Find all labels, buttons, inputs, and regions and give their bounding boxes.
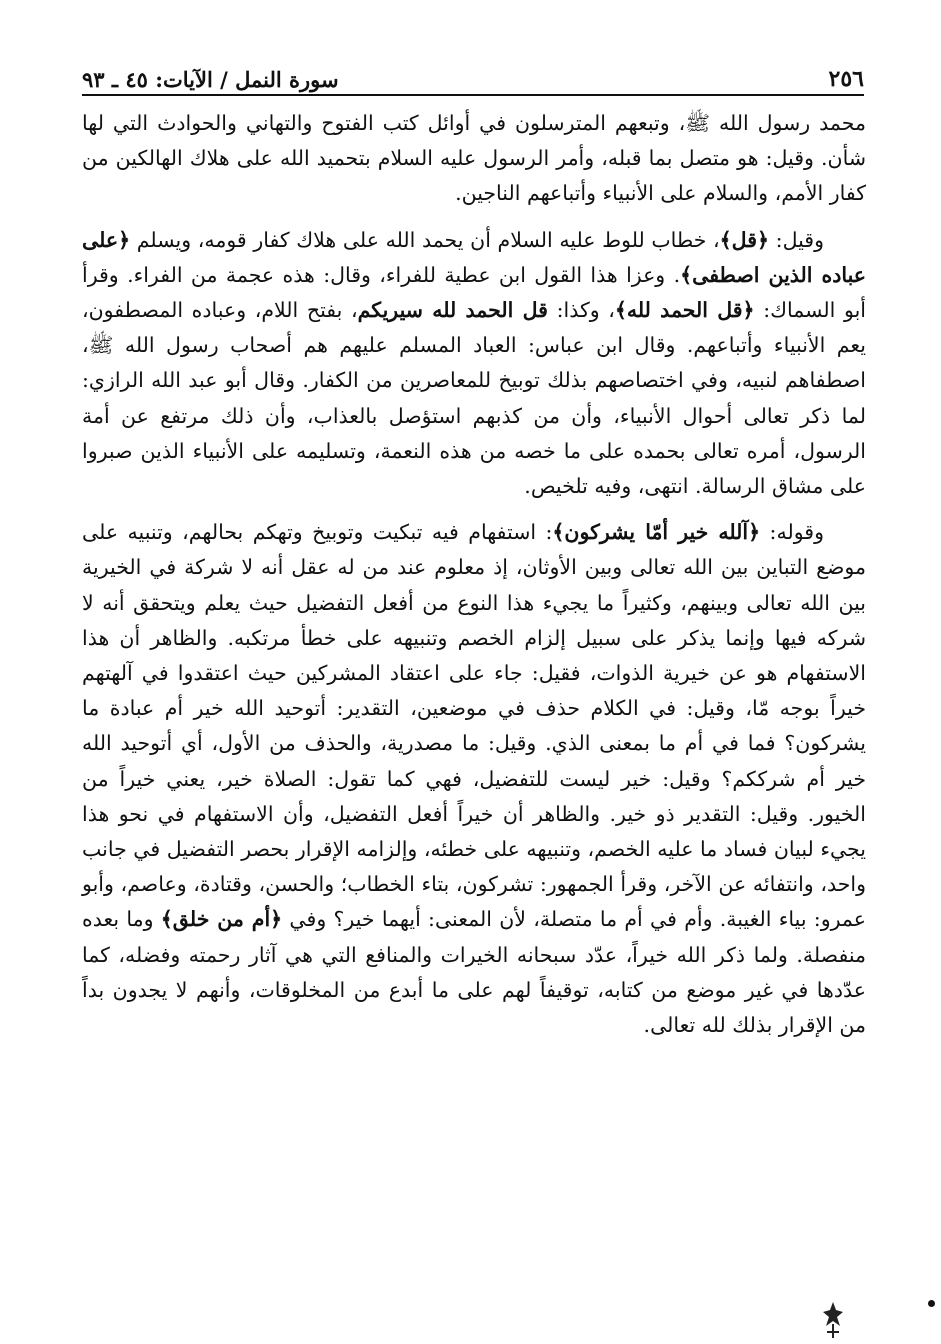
quranic-quote: ﴿آلله خير أمّا يشركون﴾ bbox=[552, 520, 761, 545]
page-number: ٢٥٦ bbox=[828, 66, 864, 92]
paragraph-text: وقيل: bbox=[769, 227, 824, 252]
ornament-icon bbox=[818, 1300, 848, 1340]
page-body bbox=[82, 106, 866, 1054]
paragraph-1 bbox=[82, 106, 866, 212]
paragraph-text: : استفهام فيه تبكيت وتوبيخ وتهكم بحالهم، وتنبيه على موضع التباين بين الله تعالى وبين الأوثان، إذ معلوم عند من له عقل أنه لا شركة في الخيرية بين الله تعالى وبينهم، وكثيراً ما يجيء هذا النوع من أفعل التفضيل حيث يعلم ويتحقق أنه لا شركه فيها وإنما يذكر على سبيل إلزام الخصم وتنبيهه على خطأ مرتكبه. والظاهر أن هذا الاستفهام هو عن خيرية الذوات، فقيل: جاء على اعتقاد المشركين حيث اعتقدوا في آلهتهم خيراً بوجه مّا، وقيل: في الكلام حذف في موضعين، التقدير: أتوحيد الله خير أم عبادة ما يشركون؟ فما في أم ما بمعنى الذي. وقيل: ما مصدرية، والحذف من الأول، أي أتوحيد الله خير أم شرككم؟ وقيل: خير ليست للتفضيل، فهي كما تقول: الصلاة خير، يعني خيراً من الخيور. وقيل: التقدير ذو خير. والظاهر أن خيراً أفعل التفضيل، وأن الاستفهام في نحو هذا يجيء لبيان فساد ما عليه الخصم، وتنبيهه على خطئه، وإلزامه الإقرار بحصر التفضيل في جانب واحد، وانتفائه عن الآخر، وقرأ الجمهور: تشركون، بتاء الخطاب؛ والحسن، وقتادة، وعاصم، وأبو عمرو: بياء الغيبة. وأم في أم ما متصلة، لأن المعنى: أيهما خير؟ وفي bbox=[82, 520, 867, 932]
paragraph-text: ، بفتح اللام، وعباده المصطفون، يعم الأنبياء وأتباعهم. وقال ابن عباس: العباد المسلم عليهم هم أصحاب رسول الله ﷺ، اصطفاهم لنبيه، وفي اختصاصهم بذلك توبيخ للمعاصرين من الكفار. وقال أبو عبد الله الرازي: لما ذكر تعالى أحوال الأنبياء، وأن من كذبهم استؤصل بالعذاب، وأن ذلك مرتفع عن أمة الرسول، أمره تعالى بحمده على ما خصه من هذه النعمة، وتسليمه على الأنبياء الذين صبروا على مشاق الرسالة. انتهى، وفيه تلخيص. bbox=[82, 298, 866, 499]
page-header bbox=[82, 58, 864, 92]
paragraph-text: وقوله: bbox=[760, 520, 824, 545]
paragraph-text: محمد رسول الله ﷺ، وتبعهم المترسلون في أوائل كتب الفتوح والتهاني والحوادث التي لها شأن. وقيل: هو متصل بما قبله، وأمر الرسول عليه السلام بتحميد الله على هلاك الهالكين من كفار الأمم، والسلام على الأنبياء وأتباعهم الناجين. bbox=[82, 111, 866, 206]
paragraph-text: وما بعده منفصلة. ولما ذكر الله خيراً، عدّد سبحانه الخيرات والمنافع التي هي آثار رحمته وفضله، كما عدّدها في غير موضع من كتابه، توقيفاً لهم على ما أبدع من المخلوقات، وأنهم لا يجدون بداً من الإقرار بذلك لله تعالى. bbox=[82, 907, 866, 1038]
quranic-quote: قل الحمد لله سيريكم bbox=[357, 298, 548, 323]
page-edge-mark bbox=[928, 1300, 935, 1307]
header-rule bbox=[82, 94, 864, 96]
quranic-quote: ﴿قل الحمد لله﴾ bbox=[614, 298, 755, 323]
paragraph-text: . وعزا هذا القول ابن عطية للفراء، وقال: هذه عجمة من الفراء. وقرأ أبو السماك: bbox=[82, 262, 866, 323]
quranic-quote: ﴿على عباده الذين اصطفى﴾ bbox=[82, 227, 866, 287]
paragraph-text: ، خطاب للوط عليه السلام أن يحمد الله على هلاك كفار قومه، ويسلم bbox=[130, 227, 720, 252]
quranic-quote: ﴿قل﴾ bbox=[719, 227, 770, 252]
paragraph-2 bbox=[82, 223, 866, 505]
running-title: سورة النمل / الآيات: ٤٥ ـ ٩٣ bbox=[82, 67, 339, 92]
quranic-quote: ﴿أم من خلق﴾ bbox=[160, 907, 283, 932]
paragraph-text: ، وكذا: bbox=[547, 298, 615, 323]
paragraph-3 bbox=[82, 515, 866, 1043]
